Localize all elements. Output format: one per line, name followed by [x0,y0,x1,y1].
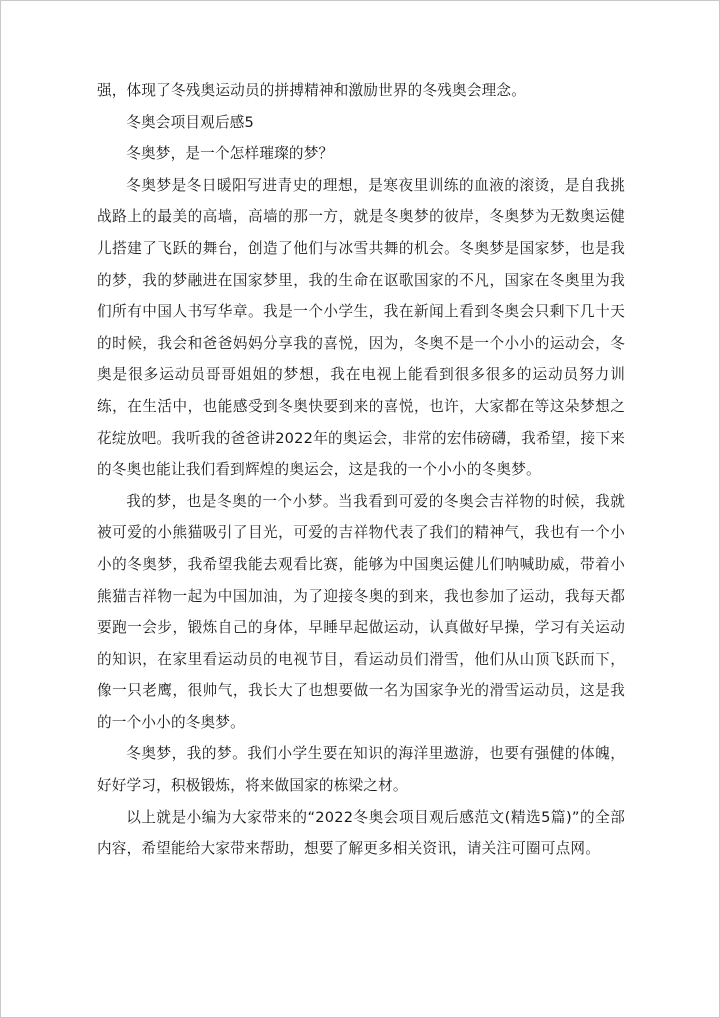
document-body [97,75,625,865]
section-heading: 冬奥会项目观后感5 [126,113,255,131]
paragraph-continuation: 强，体现了冬残奥运动员的拼搏精神和激励世界的冬残奥会理念。 [97,82,527,99]
paragraph-question: 冬奥梦，是一个怎样璀璨的梦？ [126,145,334,163]
paragraph-body-2: 我的梦，也是冬奥的一个小梦。当我看到可爱的冬奥会吉祥物的时候，我就被可爱的小熊猫吸引了目光，可爱的吉祥物代表了我们的精神气，我也有一个小小的冬奥梦，我希望我能去观看比赛，能够为中国奥运健儿们呐喊助威，带着小熊猫吉祥物一起为中国加油，为了迎接冬奥的到来，我也参加了运动，我每天都要跑一会步，锻炼自己的身体，早睡早起做运动，认真做好早操，学习有关运动的知识，在家里看运动员的电视节目，看运动员们滑雪，他们从山顶飞跃而下，像一只老鹰，很帅气，我长大了也想要做一名为国家争光的滑雪运动员，这是我的一个小小的冬奥梦。 [97,492,625,731]
paragraph-body-3: 冬奥梦，我的梦。我们小学生要在知识的海洋里遨游，也要有强健的体魄，好好学习，积极锻炼，将来做国家的栋梁之材。 [97,745,625,795]
paragraph-closing: 以上就是小编为大家带来的“2022冬奥会项目观后感范文(精选5篇)”的全部内容，希望能给大家带来帮助，想要了解更多相关资讯，请关注可圈可点网。 [97,808,625,858]
paragraph-body-1: 冬奥梦是冬日暖阳写进青史的理想，是寒夜里训练的血液的滚烫，是自我挑战路上的最美的高墙，高墙的那一方，就是冬奥梦的彼岸，冬奥梦为无数奥运健儿搭建了飞跃的舞台，创造了他们与冰雪共舞的机会。冬奥梦是国家梦，也是我的梦，我的梦融进在国家梦里，我的生命在讴歌国家的不凡，国家在冬奥里为我们所有中国人书写华章。我是一个小学生，我在新闻上看到冬奥会只剩下几十天的时候，我会和爸爸妈妈分享我的喜悦，因为，冬奥不是一个小小的运动会，冬奥是很多运动员哥哥姐姐的梦想，我在电视上能看到很多很多的运动员努力训练，在生活中，也能感受到冬奥快要到来的喜悦，也许，大家都在等这朵梦想之花绽放吧。我听我的爸爸讲2022年的奥运会，非常的宏伟磅礴，我希望，接下来的冬奥也能让我们看到辉煌的奥运会，这是我的一个小小的冬奥梦。 [97,176,625,479]
